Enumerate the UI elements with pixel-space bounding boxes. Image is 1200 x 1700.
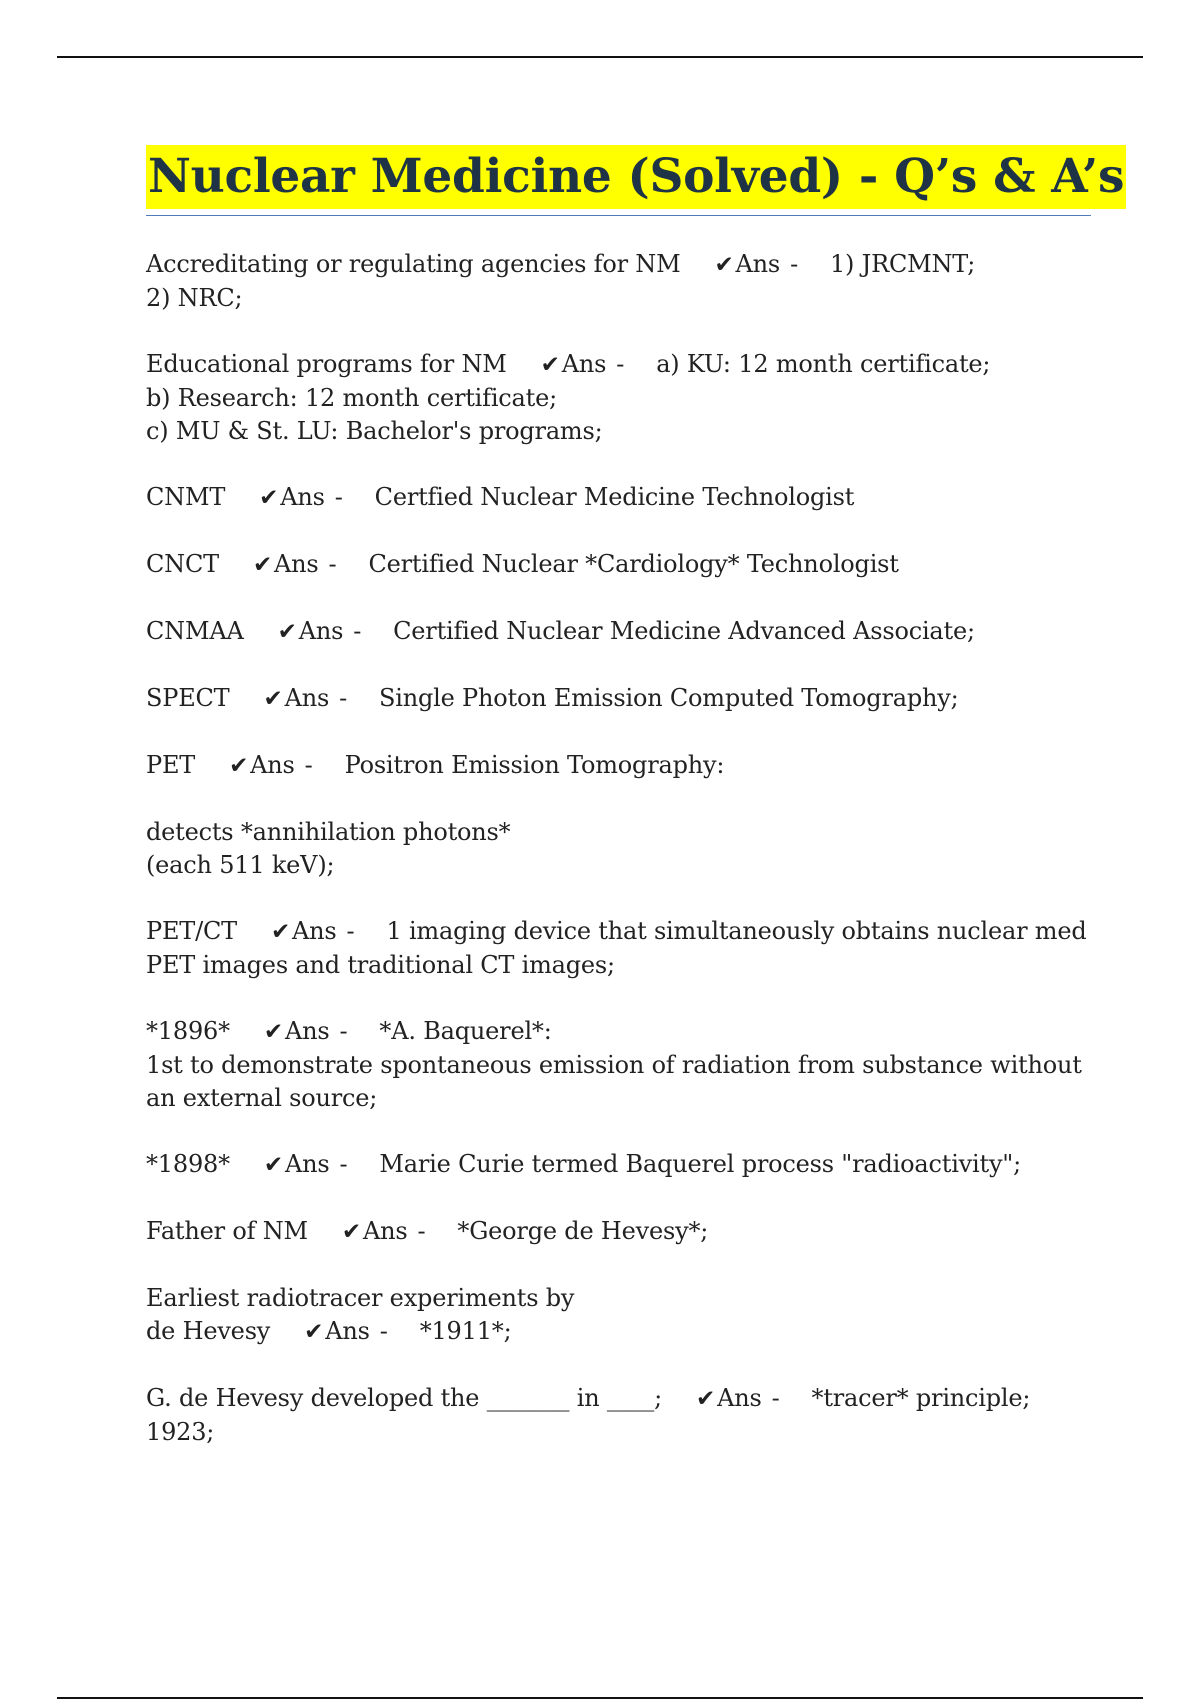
answer-text: Positron Emission Tomography: detects *annihilation photons* (each 511 keV); — [146, 751, 725, 879]
answer-label: Ans — [362, 1217, 408, 1245]
check-icon: ✔ — [714, 252, 734, 278]
qa-item — [146, 615, 1091, 649]
answer-marker — [278, 615, 380, 649]
answer-text: Single Photon Emission Computed Tomography; — [379, 684, 959, 712]
answer-text: Certfied Nuclear Medicine Technologist — [374, 483, 855, 511]
answer-marker — [304, 1315, 406, 1349]
question-text: Father of NM — [146, 1217, 308, 1245]
check-icon: ✔ — [263, 1019, 283, 1045]
check-icon: ✔ — [259, 485, 279, 511]
answer-marker — [264, 1148, 366, 1182]
check-icon: ✔ — [252, 552, 273, 578]
qa-item — [146, 348, 1091, 448]
document-title: Nuclear Medicine (Solved) - Q’s & A’s — [146, 145, 1126, 209]
question-text: CNMT — [146, 483, 226, 511]
answer-label: Ans — [284, 1150, 330, 1178]
qa-item — [146, 481, 1091, 515]
qa-item — [146, 1015, 1091, 1115]
answer-marker — [696, 1382, 798, 1416]
check-icon: ✔ — [540, 352, 560, 378]
question-text: Earliest radiotracer experiments by de Hevesy — [146, 1284, 575, 1345]
question-text: CNCT — [146, 550, 219, 578]
check-icon: ✔ — [277, 619, 297, 645]
answer-marker — [271, 915, 373, 949]
answer-text: Marie Curie termed Baquerel process "radioactivity"; — [379, 1150, 1022, 1178]
answer-marker — [541, 348, 643, 382]
question-text: *1898* — [146, 1150, 230, 1178]
answer-text: 1) JRCMNT; 2) NRC; — [146, 250, 976, 312]
answer-separator: - — [616, 350, 625, 378]
check-icon: ✔ — [696, 1386, 716, 1412]
qa-item — [146, 1148, 1091, 1182]
check-icon: ✔ — [263, 1152, 283, 1178]
qa-list — [146, 248, 1091, 1449]
answer-text: *1911*; — [419, 1317, 512, 1345]
answer-text: Certified Nuclear *Cardiology* Technologist — [368, 550, 899, 578]
answer-marker — [264, 1015, 366, 1049]
check-icon: ✔ — [304, 1319, 324, 1345]
answer-separator: - — [339, 684, 347, 712]
answer-marker — [263, 682, 365, 716]
answer-separator: - — [304, 751, 313, 779]
answer-text: Certified Nuclear Medicine Advanced Associate; — [393, 617, 975, 645]
title-block — [146, 145, 1125, 216]
answer-label: Ans — [735, 250, 781, 278]
footer-rule — [57, 1697, 1143, 1699]
answer-separator: - — [771, 1384, 780, 1412]
answer-label: Ans — [274, 550, 319, 578]
answer-label: Ans — [280, 483, 325, 511]
question-text: PET — [146, 751, 196, 779]
answer-label: Ans — [292, 917, 337, 945]
answer-label: Ans — [561, 350, 607, 378]
answer-label: Ans — [250, 751, 295, 779]
answer-separator: - — [379, 1317, 388, 1345]
answer-separator: - — [339, 1017, 348, 1045]
answer-separator: - — [417, 1217, 426, 1245]
qa-item — [146, 682, 1091, 716]
check-icon: ✔ — [229, 753, 249, 779]
answer-marker — [259, 481, 361, 515]
answer-separator: - — [339, 1150, 348, 1178]
qa-item — [146, 1382, 1091, 1449]
question-text: PET/CT — [146, 917, 237, 945]
answer-marker — [253, 548, 355, 582]
question-text: Accreditating or regulating agencies for NM — [146, 250, 681, 278]
answer-marker — [229, 749, 331, 783]
qa-item — [146, 548, 1091, 582]
document-body — [146, 145, 1125, 1482]
check-icon: ✔ — [270, 919, 291, 945]
answer-label: Ans — [298, 617, 344, 645]
answer-text: *tracer* principle; 1923; — [146, 1384, 1031, 1446]
answer-text: *A. Baquerel*: 1st to demonstrate spontaneous emission of radiation from substance without an external source; — [146, 1017, 1082, 1112]
answer-label: Ans — [284, 684, 330, 712]
qa-item — [146, 749, 1091, 882]
check-icon: ✔ — [263, 686, 283, 712]
question-text: G. de Hevesy developed the _______ in ____; — [146, 1384, 662, 1412]
qa-item — [146, 248, 1091, 315]
answer-marker — [714, 248, 816, 282]
check-icon: ✔ — [341, 1219, 361, 1245]
answer-separator: - — [790, 250, 798, 278]
answer-label: Ans — [325, 1317, 370, 1345]
answer-label: Ans — [284, 1017, 330, 1045]
answer-separator: - — [353, 617, 362, 645]
qa-item — [146, 915, 1091, 982]
question-text: Educational programs for NM — [146, 350, 507, 378]
question-text: *1896* — [146, 1017, 230, 1045]
qa-item — [146, 1282, 1091, 1349]
answer-separator: - — [328, 550, 337, 578]
answer-label: Ans — [717, 1384, 762, 1412]
answer-separator: - — [346, 917, 355, 945]
question-text: SPECT — [146, 684, 230, 712]
answer-marker — [342, 1215, 444, 1249]
qa-item — [146, 1215, 1091, 1249]
answer-text: a) KU: 12 month certificate; b) Research: 12 month certificate; c) MU & St. LU: Bachelor's programs; — [146, 350, 991, 445]
question-text: CNMAA — [146, 617, 244, 645]
answer-text: *George de Hevesy*; — [457, 1217, 709, 1245]
answer-separator: - — [334, 483, 343, 511]
header-rule — [57, 56, 1143, 58]
answer-text: 1 imaging device that simultaneously obtains nuclear med PET images and traditional CT images; — [146, 917, 1087, 979]
